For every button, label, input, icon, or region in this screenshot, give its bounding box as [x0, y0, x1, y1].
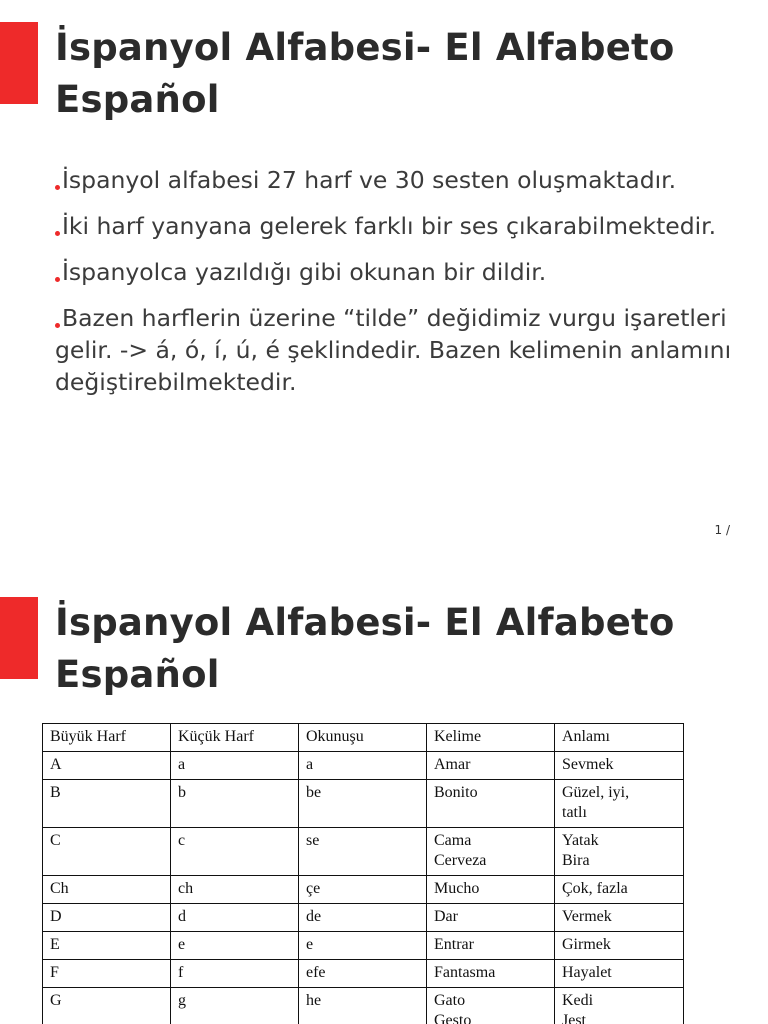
table-row [43, 932, 684, 960]
bullet-dot-icon [55, 277, 60, 282]
bullet-item [55, 256, 745, 288]
word-cell [427, 932, 555, 960]
uppercase-cell [43, 932, 171, 960]
bullet-text: Bazen harflerin üzerine “tilde” değidimiz vurgu işaretleri gelir. -> á, ó, í, ú, é şeklindedir. Bazen kelimenin anlamını değiştirebilmektedir. [55, 304, 732, 396]
cell-text: Entrar [434, 936, 474, 953]
bullet-dot-icon [55, 185, 60, 190]
uppercase-cell [43, 828, 171, 876]
cell-text: de [306, 908, 322, 925]
bullet-text: İspanyol alfabesi 27 harf ve 30 sesten oluşmaktadır. [62, 166, 677, 194]
lowercase-cell [171, 988, 299, 1024]
column-header: Küçük Harf [171, 724, 299, 752]
cell-text: tatlı [562, 804, 587, 821]
cell-text: B [50, 784, 61, 801]
cell-text: G [50, 992, 62, 1009]
table-header-row [43, 724, 684, 752]
pronunciation-cell [299, 752, 427, 780]
cell-text: Güzel, iyi, [562, 784, 630, 801]
uppercase-cell [43, 752, 171, 780]
slide-2 [0, 575, 768, 1024]
cell-text: E [50, 936, 60, 953]
cell-text: b [178, 784, 186, 801]
pronunciation-cell [299, 780, 427, 828]
cell-text: efe [306, 964, 326, 981]
word-cell [427, 988, 555, 1024]
lowercase-cell [171, 876, 299, 904]
pronunciation-cell [299, 932, 427, 960]
cell-text: c [178, 832, 186, 849]
column-header: Kelime [427, 724, 555, 752]
word-cell [427, 828, 555, 876]
word-cell [427, 876, 555, 904]
cell-text: ch [178, 880, 194, 897]
word-cell [427, 904, 555, 932]
cell-text: Gato [434, 992, 466, 1009]
cell-text: D [50, 908, 62, 925]
uppercase-cell [43, 988, 171, 1024]
bullet-dot-icon [55, 323, 60, 328]
pronunciation-cell [299, 960, 427, 988]
meaning-cell [555, 780, 684, 828]
title-accent-bar [0, 597, 38, 679]
title-accent-bar [0, 22, 38, 104]
pronunciation-cell [299, 828, 427, 876]
cell-text: Mucho [434, 880, 480, 897]
bullet-text: İki harf yanyana gelerek farklı bir ses çıkarabilmektedir. [62, 212, 717, 240]
bullet-item [55, 210, 745, 242]
cell-text: Bira [562, 852, 590, 869]
cell-text: A [50, 756, 62, 773]
column-header: Okunuşu [299, 724, 427, 752]
page-number: 1 / [714, 523, 730, 537]
table-row [43, 960, 684, 988]
cell-text: Girmek [562, 936, 611, 953]
cell-text: C [50, 832, 61, 849]
meaning-cell [555, 988, 684, 1024]
column-header: Anlamı [555, 724, 684, 752]
meaning-cell [555, 828, 684, 876]
slide-title: İspanyol Alfabesi- El Alfabeto Español [55, 26, 675, 121]
cell-text: d [178, 908, 186, 925]
lowercase-cell [171, 752, 299, 780]
cell-text: Cerveza [434, 852, 487, 869]
bullet-item [55, 302, 745, 398]
meaning-cell [555, 876, 684, 904]
meaning-cell [555, 904, 684, 932]
cell-text: çe [306, 880, 321, 897]
cell-text: Cama [434, 832, 472, 849]
uppercase-cell [43, 960, 171, 988]
cell-text: Amar [434, 756, 471, 773]
bullet-item [55, 164, 745, 196]
cell-text: he [306, 992, 322, 1009]
meaning-cell [555, 932, 684, 960]
table-row [43, 876, 684, 904]
slide-title: İspanyol Alfabesi- El Alfabeto Español [55, 601, 675, 696]
lowercase-cell [171, 828, 299, 876]
alphabet-table [42, 723, 684, 1024]
table-row [43, 828, 684, 876]
cell-text: Fantasma [434, 964, 496, 981]
word-cell [427, 960, 555, 988]
cell-text: Hayalet [562, 964, 612, 981]
cell-text: Vermek [562, 908, 612, 925]
cell-text: Çok, fazla [562, 880, 628, 897]
cell-text: Ch [50, 880, 69, 897]
pronunciation-cell [299, 904, 427, 932]
cell-text: g [178, 992, 186, 1009]
cell-text: Yatak [562, 832, 599, 849]
meaning-cell [555, 752, 684, 780]
column-header: Büyük Harf [43, 724, 171, 752]
lowercase-cell [171, 780, 299, 828]
word-cell [427, 752, 555, 780]
cell-text: a [178, 756, 186, 773]
bullet-list [55, 164, 745, 412]
cell-text: a [306, 756, 314, 773]
table-row [43, 904, 684, 932]
cell-text: se [306, 832, 320, 849]
meaning-cell [555, 960, 684, 988]
cell-text: be [306, 784, 322, 801]
cell-text: Gesto [434, 1012, 472, 1024]
pronunciation-cell [299, 876, 427, 904]
lowercase-cell [171, 932, 299, 960]
word-cell [427, 780, 555, 828]
pronunciation-cell [299, 988, 427, 1024]
table-body [43, 752, 684, 1024]
cell-text: Dar [434, 908, 458, 925]
bullet-text: İspanyolca yazıldığı gibi okunan bir dildir. [62, 258, 547, 286]
table-row [43, 988, 684, 1024]
cell-text: Bonito [434, 784, 478, 801]
table-row [43, 780, 684, 828]
cell-text: e [306, 936, 314, 953]
uppercase-cell [43, 904, 171, 932]
uppercase-cell [43, 780, 171, 828]
uppercase-cell [43, 876, 171, 904]
cell-text: e [178, 936, 186, 953]
cell-text: f [178, 964, 184, 981]
bullet-dot-icon [55, 231, 60, 236]
cell-text: Kedi [562, 992, 594, 1009]
table-row [43, 752, 684, 780]
cell-text: F [50, 964, 59, 981]
lowercase-cell [171, 904, 299, 932]
cell-text: Sevmek [562, 756, 614, 773]
cell-text: Jest [562, 1012, 586, 1024]
lowercase-cell [171, 960, 299, 988]
